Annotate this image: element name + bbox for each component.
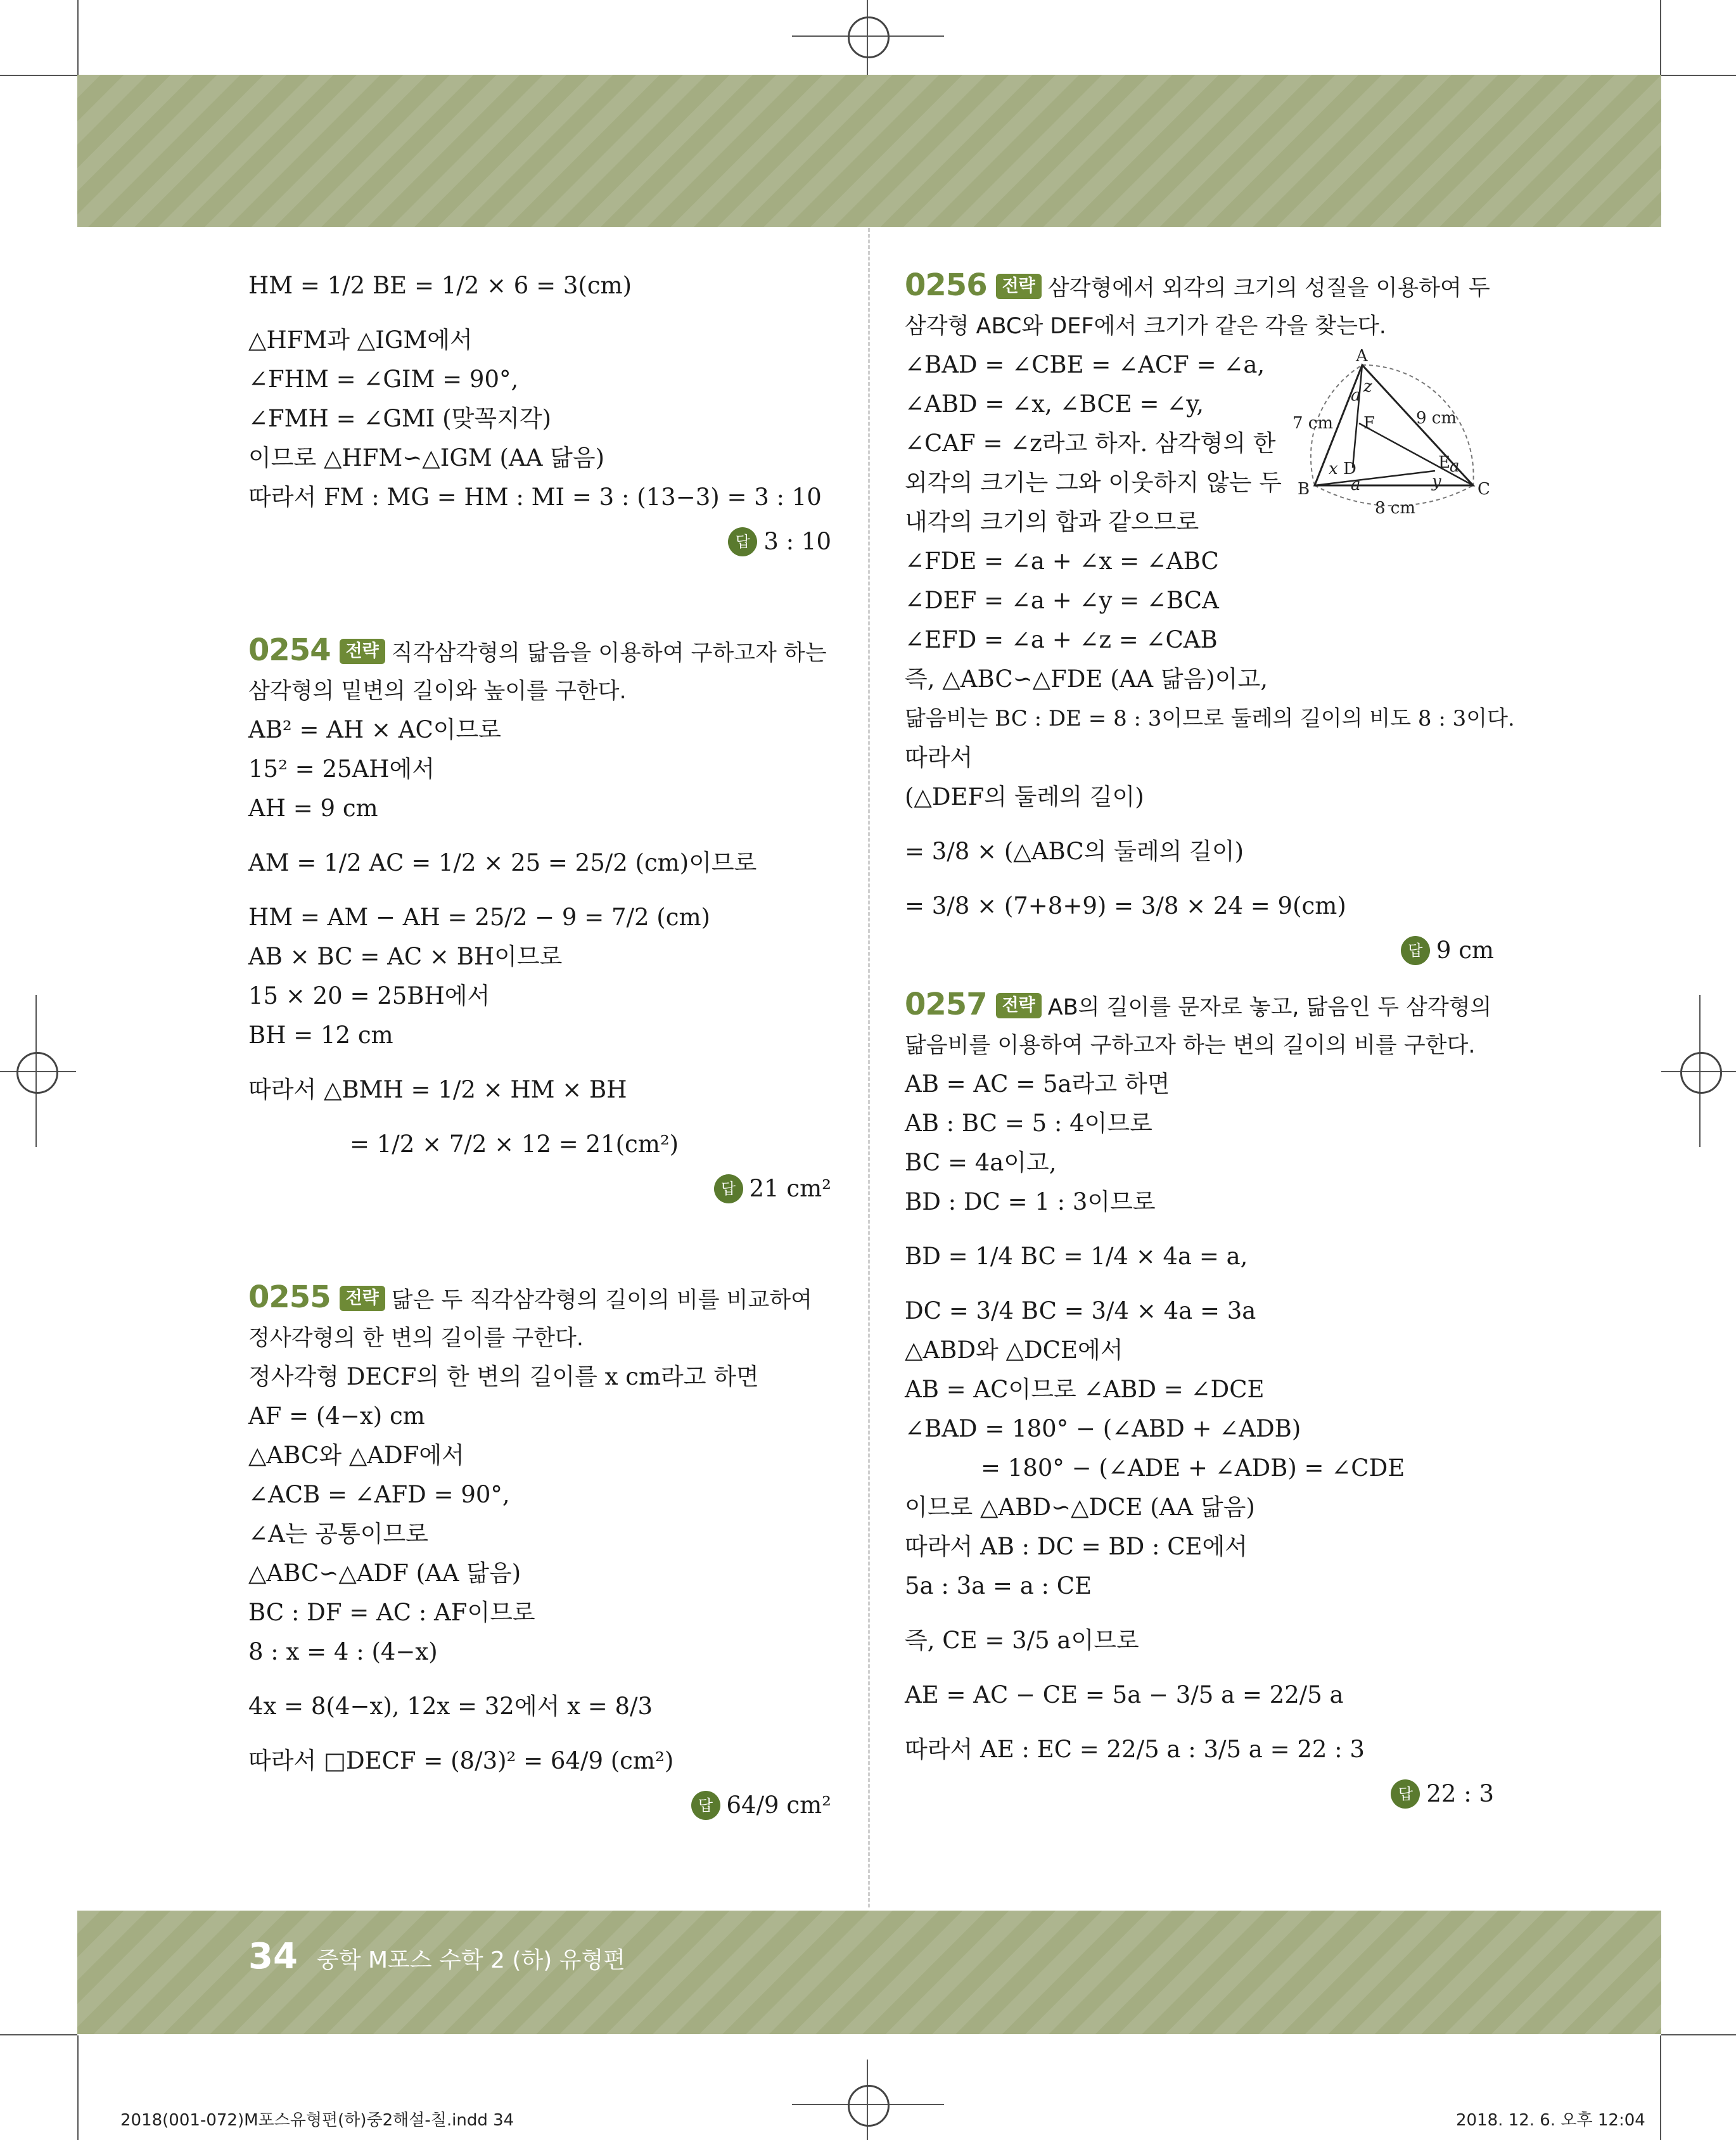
segment-cf xyxy=(1359,423,1473,485)
figure-label: B xyxy=(1298,480,1310,499)
figure-label: a xyxy=(1351,475,1361,494)
solution-line: HM = AM − AH = 25/2 − 9 = 7/2 (cm) xyxy=(248,904,710,931)
figure-label: y xyxy=(1432,472,1441,491)
solution-line: BD : DC = 1 : 3이므로 xyxy=(905,1188,1156,1215)
crop-mark xyxy=(1661,2034,1736,2035)
solution-line: 따라서 AB : DC = BD : CE에서 xyxy=(905,1533,1248,1560)
figure-label: 7 cm xyxy=(1292,414,1334,433)
solution-line: AE = AC − CE = 5a − 3/5 a = 22/5 a xyxy=(905,1681,1344,1708)
slug-file: 2018(001-072)M포스유형편(하)중2해설-칠.indd 34 xyxy=(120,2111,514,2130)
solution-line: 이므로 △ABD∽△DCE (AA 닮음) xyxy=(905,1494,1255,1521)
solution-line: (△DEF의 둘레의 길이) xyxy=(905,783,1144,811)
strategy-tag: 전략 xyxy=(340,1286,385,1311)
figure-label: D xyxy=(1343,459,1356,478)
answer-badge: 답 xyxy=(1391,1779,1420,1809)
solution-line: AH = 9 cm xyxy=(248,795,378,822)
solution-line: 닮음비는 BC : DE = 8 : 3이므로 둘레의 길이의 비도 8 : 3이다. xyxy=(905,706,1515,731)
solution-line: = 180° − (∠ADE + ∠ADB) = ∠CDE xyxy=(981,1454,1405,1482)
answer-row xyxy=(248,522,831,561)
problem-number: 0254 xyxy=(248,632,331,668)
registration-mark-icon xyxy=(1680,1052,1722,1094)
problem-0257 xyxy=(905,985,1494,1814)
header-band xyxy=(77,75,1661,227)
figure-label: E xyxy=(1438,453,1450,472)
solution-line: 정사각형 DECF의 한 변의 길이를 x cm라고 하면 xyxy=(248,1363,759,1390)
solution-line: 5a : 3a = a : CE xyxy=(905,1572,1092,1599)
crop-mark xyxy=(1660,2035,1661,2140)
solution-line: AB² = AH × AC이므로 xyxy=(248,716,502,743)
crop-mark xyxy=(77,0,79,75)
figure-label: a xyxy=(1351,386,1361,405)
crop-mark xyxy=(0,2034,77,2035)
footer-band xyxy=(77,1911,1661,2034)
solution-line: ∠FMH = ∠GMI (맞꼭지각) xyxy=(248,405,552,432)
answer-badge: 답 xyxy=(1401,936,1430,965)
solution-line: 즉, △ABC∽△FDE (AA 닮음)이고, xyxy=(905,665,1268,693)
crop-mark xyxy=(1660,0,1661,75)
solution-line: BC : DF = AC : AF이므로 xyxy=(248,1599,535,1626)
figure-label: F xyxy=(1363,414,1375,433)
answer-value: 22 : 3 xyxy=(1426,1780,1494,1807)
solution-line: HM = 1/2 BE = 1/2 × 6 = 3(cm) xyxy=(248,272,632,299)
answer-badge: 답 xyxy=(714,1174,743,1203)
problem-number: 0257 xyxy=(905,987,987,1022)
page-number: 34 xyxy=(248,1936,298,1977)
solution-line: 4x = 8(4−x), 12x = 32에서 x = 8/3 xyxy=(248,1693,653,1720)
answer-value: 21 cm² xyxy=(749,1175,831,1202)
problem-header xyxy=(248,1278,831,1357)
solution-line: ∠BAD = ∠CBE = ∠ACF = ∠a, xyxy=(905,351,1265,378)
crop-mark xyxy=(0,75,77,76)
strategy-text: 닮은 두 직각삼각형의 길이의 비를 비교하여 정사각형의 한 변의 길이를 구한다. xyxy=(248,1288,812,1351)
strategy-text: 삼각형에서 외각의 크기의 성질을 이용하여 두 삼각형 ABC와 DEF에서 크기가 같은 각을 찾는다. xyxy=(905,276,1490,339)
solution-line: 8 : x = 4 : (4−x) xyxy=(248,1638,438,1665)
problem-header xyxy=(905,266,1494,345)
triangle-figure xyxy=(1292,347,1495,518)
strategy-tag: 전략 xyxy=(996,274,1042,299)
problem-0255 xyxy=(248,1278,831,1825)
strategy-tag: 전략 xyxy=(340,639,385,664)
strategy-text: 직각삼각형의 닮음을 이용하여 구하고자 하는 삼각형의 밑변의 길이와 높이를 구한다. xyxy=(248,641,827,704)
solution-line: AB = AC = 5a라고 하면 xyxy=(905,1070,1170,1098)
solution-line: 이므로 △HFM∽△IGM (AA 닮음) xyxy=(248,444,605,471)
slug-date: 2018. 12. 6. 오후 12:04 xyxy=(1456,2111,1645,2130)
solution-line: △ABD와 △DCE에서 xyxy=(905,1336,1123,1364)
problem-0254 xyxy=(248,631,831,1208)
figure-label: A xyxy=(1356,347,1368,366)
answer-row xyxy=(905,931,1494,970)
problem-number: 0255 xyxy=(248,1279,331,1315)
answer-value: 3 : 10 xyxy=(763,528,831,555)
solution-line: ∠DEF = ∠a + ∠y = ∠BCA xyxy=(905,587,1219,614)
figure-label: 9 cm xyxy=(1416,409,1457,428)
answer-value: 64/9 cm² xyxy=(726,1791,831,1819)
column-divider xyxy=(868,228,870,1907)
solution-line: 즉, CE = 3/5 a이므로 xyxy=(905,1627,1139,1654)
registration-mark-icon xyxy=(16,1052,58,1094)
solution-line: ∠BAD = 180° − (∠ABD + ∠ADB) xyxy=(905,1415,1301,1442)
solution-line: ∠A는 공통이므로 xyxy=(248,1520,428,1547)
registration-mark-icon xyxy=(848,16,890,58)
strategy-text: AB의 길이를 문자로 놓고, 닮음인 두 삼각형의 닮음비를 이용하여 구하고자 하는 변의 길이의 비를 구한다. xyxy=(905,995,1492,1058)
solution-line: 내각의 크기의 합과 같으므로 xyxy=(905,508,1199,535)
solution-line: AB = AC이므로 ∠ABD = ∠DCE xyxy=(905,1376,1265,1403)
solution-line: 따라서 △BMH = 1/2 × HM × BH xyxy=(248,1076,627,1103)
solution-line: ∠ACB = ∠AFD = 90°, xyxy=(248,1481,510,1508)
figure-label: 8 cm xyxy=(1375,499,1416,518)
answer-row xyxy=(248,1786,831,1825)
solution-line: ∠ABD = ∠x, ∠BCE = ∠y, xyxy=(905,390,1204,418)
answer-row xyxy=(248,1169,831,1208)
solution-line: 15² = 25AH에서 xyxy=(248,755,435,783)
answer-badge: 답 xyxy=(728,527,757,556)
solution-line: BD = 1/4 BC = 1/4 × 4a = a, xyxy=(905,1243,1248,1270)
solution-line: = 1/2 × 7/2 × 12 = 21(cm²) xyxy=(350,1131,679,1158)
solution-line: AM = 1/2 AC = 1/2 × 25 = 25/2 (cm)이므로 xyxy=(248,849,757,876)
solution-line: 따라서 xyxy=(905,744,973,771)
figure-label: z xyxy=(1363,377,1372,396)
solution-line: AB : BC = 5 : 4이므로 xyxy=(905,1110,1152,1137)
solution-line: ∠FDE = ∠a + ∠x = ∠ABC xyxy=(905,548,1219,575)
problem-header xyxy=(248,631,831,710)
figure-label: a xyxy=(1450,457,1460,476)
figure-label: C xyxy=(1478,480,1490,499)
problem-header xyxy=(905,985,1494,1065)
registration-mark-icon xyxy=(848,2085,890,2127)
solution-line: ∠CAF = ∠z라고 하자. 삼각형의 한 xyxy=(905,430,1276,457)
solution-line: AB × BC = AC × BH이므로 xyxy=(248,943,563,970)
solution-line: DC = 3/4 BC = 3/4 × 4a = 3a xyxy=(905,1297,1256,1324)
solution-line: ∠FHM = ∠GIM = 90°, xyxy=(248,366,519,393)
solution-line: △ABC∽△ADF (AA 닮음) xyxy=(248,1560,521,1587)
answer-row xyxy=(905,1774,1494,1814)
solution-line: △ABC와 △ADF에서 xyxy=(248,1442,464,1469)
solution-line: 외각의 크기는 그와 이웃하지 않는 두 xyxy=(905,469,1282,496)
answer-badge: 답 xyxy=(691,1791,720,1820)
solution-line: = 3/8 × (7+8+9) = 3/8 × 24 = 9(cm) xyxy=(905,892,1346,919)
solution-line: = 3/8 × (△ABC의 둘레의 길이) xyxy=(905,838,1244,865)
solution-line: 따라서 FM : MG = HM : MI = 3 : (13−3) = 3 : 10 xyxy=(248,484,822,511)
answer-value: 9 cm xyxy=(1436,937,1494,964)
figure-label: x xyxy=(1329,459,1338,478)
solution-line: BH = 12 cm xyxy=(248,1022,393,1049)
solution-line: 따라서 AE : EC = 22/5 a : 3/5 a = 22 : 3 xyxy=(905,1736,1365,1763)
strategy-tag: 전략 xyxy=(996,993,1042,1018)
solution-line: BC = 4a이고, xyxy=(905,1149,1057,1176)
crop-mark xyxy=(1661,75,1736,76)
problem-number: 0256 xyxy=(905,267,987,303)
solution-line: ∠EFD = ∠a + ∠z = ∠CAB xyxy=(905,626,1218,653)
solution-line: AF = (4−x) cm xyxy=(248,1402,425,1430)
book-title: 중학 M포스 수학 2 (하) 유형편 xyxy=(317,1947,626,1973)
segment-ad xyxy=(1353,365,1362,468)
left-column xyxy=(248,266,831,1825)
solution-line: △HFM과 △IGM에서 xyxy=(248,326,473,354)
crop-mark xyxy=(77,2035,79,2140)
solution-line: 15 × 20 = 25BH에서 xyxy=(248,982,490,1009)
solution-line: 따라서 □DECF = (8/3)² = 64/9 (cm²) xyxy=(248,1747,674,1774)
